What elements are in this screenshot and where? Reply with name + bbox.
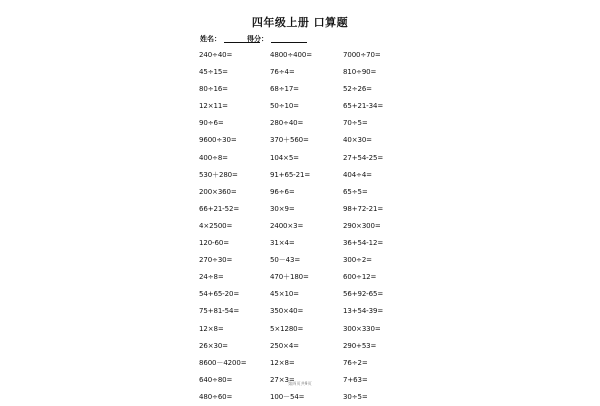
- problem-row: [199, 355, 409, 372]
- arithmetic-problem: 300÷2=: [343, 256, 372, 265]
- arithmetic-problem: 8600－4200=: [199, 358, 247, 367]
- problem-row: [199, 150, 409, 167]
- arithmetic-problem: 45÷15=: [199, 68, 228, 77]
- arithmetic-problem: 70÷5=: [343, 119, 368, 128]
- arithmetic-problem: 30×9=: [270, 204, 295, 213]
- arithmetic-problem: 45×10=: [270, 290, 299, 299]
- arithmetic-problem: 12×11=: [199, 102, 228, 111]
- arithmetic-problem: 52÷26=: [343, 85, 372, 94]
- arithmetic-problem: 90÷6=: [199, 119, 224, 128]
- arithmetic-problem: 12×8=: [199, 324, 224, 333]
- arithmetic-problem: 50－43=: [270, 256, 301, 265]
- arithmetic-problem: 76÷2=: [343, 358, 368, 367]
- arithmetic-problem: 7+63=: [343, 375, 368, 384]
- arithmetic-problem: 27×3=: [270, 375, 295, 384]
- arithmetic-problem: 104×5=: [270, 153, 299, 162]
- arithmetic-problem: 30÷5=: [343, 392, 368, 401]
- arithmetic-problem: 5×1280=: [270, 324, 304, 333]
- arithmetic-problem: 31×4=: [270, 239, 295, 248]
- arithmetic-problem: 9600÷30=: [199, 136, 237, 145]
- score-field: [247, 33, 307, 45]
- arithmetic-problem: 120-60=: [199, 239, 229, 248]
- problem-row: [199, 64, 409, 81]
- arithmetic-problem: 65÷5=: [343, 187, 368, 196]
- arithmetic-problem: 80÷16=: [199, 85, 228, 94]
- arithmetic-problem: 40×30=: [343, 136, 372, 145]
- page-footer: 第四页共9页: [288, 381, 312, 386]
- arithmetic-problem: 36+54-12=: [343, 239, 384, 248]
- arithmetic-problem: 200×360=: [199, 187, 237, 196]
- problem-row: [199, 269, 409, 286]
- arithmetic-problem: 12×8=: [270, 358, 295, 367]
- problem-row: [199, 389, 409, 406]
- arithmetic-problem: 404÷4=: [343, 170, 372, 179]
- arithmetic-problem: 280÷40=: [270, 119, 304, 128]
- arithmetic-problem: 290×300=: [343, 221, 381, 230]
- problem-row: [199, 338, 409, 355]
- problem-row: [199, 286, 409, 303]
- arithmetic-problem: 50÷10=: [270, 102, 299, 111]
- problem-row: [199, 303, 409, 320]
- arithmetic-problem: 7000÷70=: [343, 51, 381, 59]
- arithmetic-problem: 68÷17=: [270, 85, 299, 94]
- arithmetic-problem: 4800÷400=: [270, 51, 313, 59]
- arithmetic-problem: 470＋180=: [270, 273, 309, 282]
- name-label: 姓名：: [200, 35, 221, 43]
- problem-row: [199, 81, 409, 98]
- arithmetic-problem: 480÷60=: [199, 392, 233, 401]
- problem-row: [199, 132, 409, 149]
- arithmetic-problem: 91+65-21=: [270, 170, 311, 179]
- arithmetic-problem: 75+81-54=: [199, 307, 240, 316]
- student-info-row: [200, 33, 400, 45]
- problem-row: [199, 167, 409, 184]
- arithmetic-problem: 4×2500=: [199, 221, 233, 230]
- problem-row: [199, 201, 409, 218]
- arithmetic-problem: 2400×3=: [270, 221, 304, 230]
- arithmetic-problem: 96÷6=: [270, 187, 295, 196]
- arithmetic-problem: 100－54=: [270, 392, 305, 401]
- arithmetic-problem: 66+21-52=: [199, 204, 240, 213]
- arithmetic-problem: 65+21-34=: [343, 102, 384, 111]
- problem-row: [199, 252, 409, 269]
- arithmetic-problem: 76÷4=: [270, 68, 295, 77]
- arithmetic-problem: 270÷30=: [199, 256, 233, 265]
- arithmetic-problem: 27+54-25=: [343, 153, 384, 162]
- arithmetic-problem: 370＋560=: [270, 136, 309, 145]
- score-label: 得分：: [247, 35, 268, 43]
- arithmetic-problem: 26×30=: [199, 341, 228, 350]
- arithmetic-problem: 290+53=: [343, 341, 377, 350]
- arithmetic-problem: 24÷8=: [199, 273, 224, 282]
- problem-row: [199, 98, 409, 115]
- page-title: 四年级上册 口算题: [251, 16, 349, 29]
- arithmetic-problem: 640÷80=: [199, 375, 233, 384]
- arithmetic-problem: 250×4=: [270, 341, 299, 350]
- arithmetic-problem: 98+72-21=: [343, 204, 384, 213]
- arithmetic-problem: 810÷90=: [343, 68, 377, 77]
- arithmetic-problem: 400÷8=: [199, 153, 228, 162]
- problem-row: [199, 321, 409, 338]
- arithmetic-problem: 13+54-39=: [343, 307, 384, 316]
- arithmetic-problem: 350×40=: [270, 307, 304, 316]
- problem-row: [199, 218, 409, 235]
- arithmetic-problem: 240÷40=: [199, 51, 233, 59]
- arithmetic-problem: 600÷12=: [343, 273, 377, 282]
- arithmetic-problem: 54+65-20=: [199, 290, 240, 299]
- arithmetic-problem: 56+92-65=: [343, 290, 384, 299]
- problem-row: [199, 184, 409, 201]
- problem-row: [199, 115, 409, 132]
- arithmetic-problem: 530＋280=: [199, 170, 238, 179]
- arithmetic-problem: 300×330=: [343, 324, 381, 333]
- score-blank-line: [271, 35, 307, 43]
- problem-row: [199, 235, 409, 252]
- problem-row: [199, 47, 409, 64]
